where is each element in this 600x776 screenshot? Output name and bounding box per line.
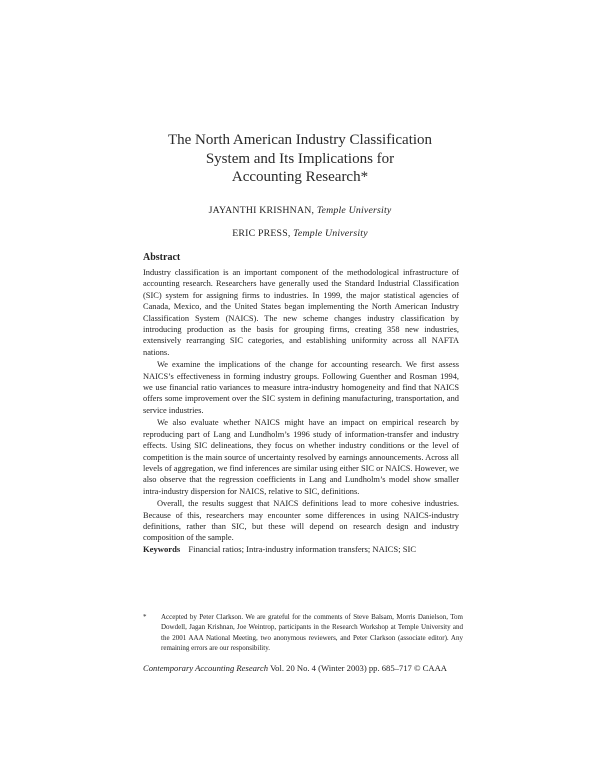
author-affiliation: Temple University (293, 228, 368, 239)
footnote (143, 612, 463, 654)
abstract-paragraph: We examine the implications of the change for accounting research. We first assess NAICS’s effectiveness in forming industry groups. Following Guenther and Rosman 1994, we use financial ratio variances to measure intra-industry homogeneity and find that NAICS offers some improvement over the SIC system in defining manufacturing, transportation, and service industries. (143, 360, 459, 415)
abstract-paragraph: We also evaluate whether NAICS might have an impact on empirical research by reproducing part of Lang and Lundholm’s 1996 study of information-transfer and industry effects. Using SIC delineations, they focus on whether industry conditions or the level of competition is the main source of uncertainty resolved by earnings announcements. Across all levels of aggregation, we find inferences are similar using either SIC or NAICS. However, we also observe that the regression coefficients in Lang and Lundholm’s model show smaller intra-industry dispersion for NAICS, relative to SIC, definitions. (143, 418, 459, 496)
title-line-3: Accounting Research* (231, 169, 369, 185)
abstract-heading: Abstract (143, 252, 181, 263)
keywords-text: Financial ratios; Intra-industry information transfers; NAICS; SIC (188, 544, 417, 554)
abstract-body (143, 267, 459, 544)
journal-name: Contemporary Accounting Research (143, 663, 269, 673)
author-name: JAYANTHI KRISHNAN, (208, 205, 315, 216)
abstract-paragraph: Industry classification is an important component of the methodological infrastructure of accounting research. Researchers have generally used the Standard Industrial Classification (SIC) system for assigning firms to industries. In 1999, the major statistical agencies of Canada, Mexico, and the United States began implementing the North American Industry Classification System (NAICS). The new scheme changes industry classification by introducing production as the basis for grouping firms, creating 358 new industries, extensively rearranging SIC categories, and establishing uniformity across all NAFTA nations. (143, 268, 459, 357)
author-name: ERIC PRESS, (232, 228, 291, 239)
title-line-2: System and Its Implications for (205, 150, 395, 167)
footnote-mark: * (143, 613, 147, 621)
author-affiliation: Temple University (316, 205, 392, 216)
author-2 (0, 228, 600, 239)
footnote-text: Accepted by Peter Clarkson. We are grateful for the comments of Steve Balsam, Morris Danielson, Tom Dowdell, Jagan Krishnan, Joe Weintrop, participants in the Research Workshop at Temple University and the 2001 AAA National Meeting, two anonymous reviewers, and Peter Clarkson (associate editor). Any remaining errors are our responsibility. (161, 613, 463, 653)
paper-title (0, 131, 600, 187)
abstract-paragraph: Overall, the results suggest that NAICS definitions lead to more cohesive industries. Because of this, researchers may encounter some differences in using NAICS-industry definitions, rather than SIC, but these will depend on research design and industry composition of the sample. (143, 499, 459, 543)
journal-citation (143, 663, 483, 673)
keywords-label: Keywords (143, 544, 181, 554)
title-line-1: The North American Industry Classification (167, 132, 433, 148)
author-1 (0, 205, 600, 216)
keywords (143, 544, 473, 554)
citation-details: Vol. 20 No. 4 (Winter 2003) pp. 685–717 © CAAA (270, 663, 447, 673)
